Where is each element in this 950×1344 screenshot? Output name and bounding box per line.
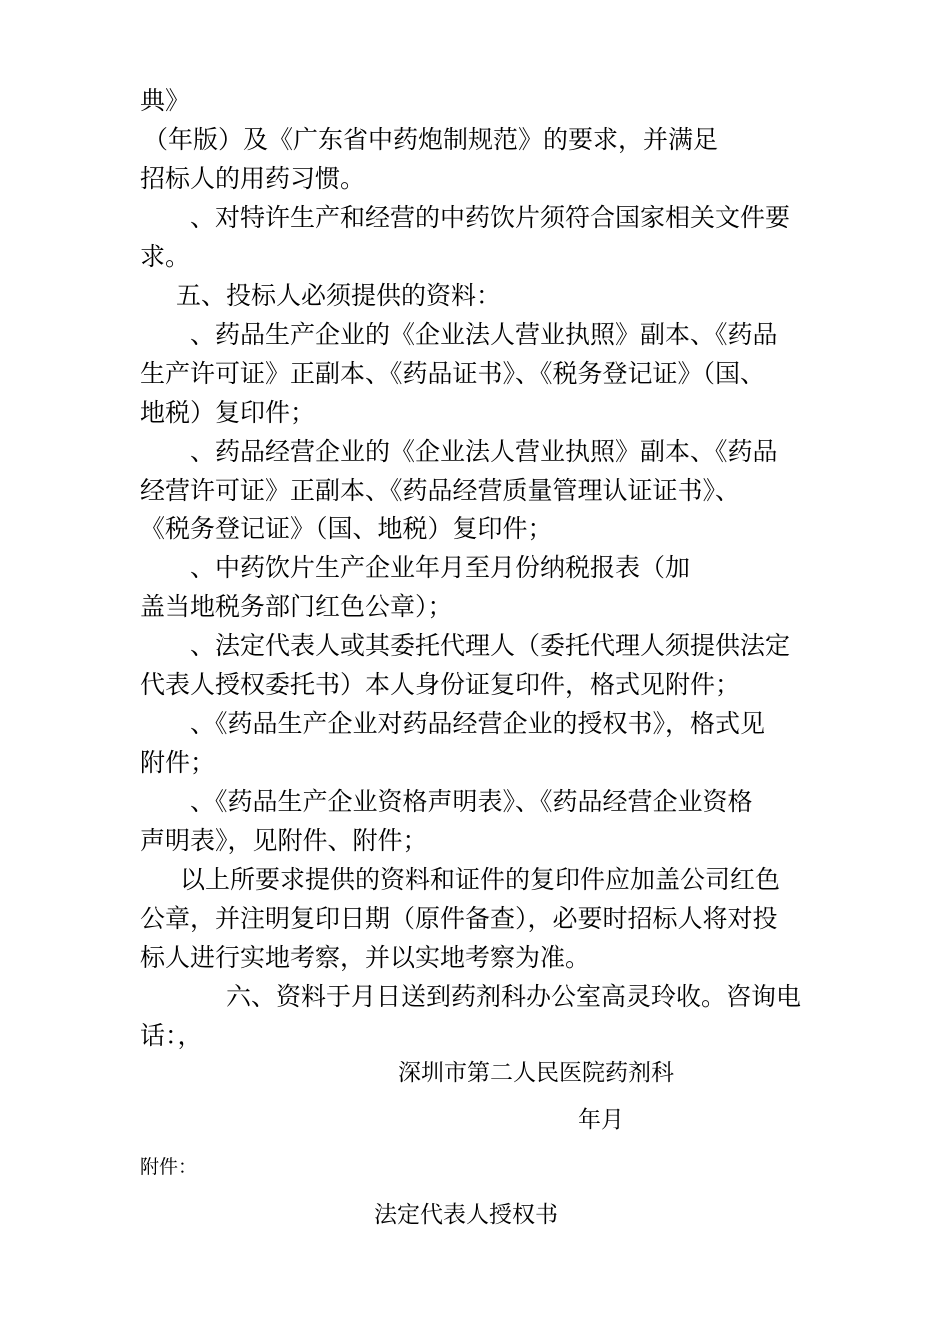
body-line: 代表人授权委托书）本人身份证复印件，格式见附件； xyxy=(140,670,741,699)
body-line: 、中药饮片生产企业年月至月份纳税报表（加 xyxy=(190,553,691,582)
body-line: （年版）及《广东省中药炮制规范》的要求，并满足 xyxy=(143,125,719,154)
body-line: 招标人的用药习惯。 xyxy=(140,164,366,193)
body-line: 盖当地税务部门红色公章）； xyxy=(140,592,453,621)
body-line: 、法定代表人或其委托代理人（委托代理人须提供法定 xyxy=(190,631,791,660)
body-line: 生产许可证》正副本、《药品证书》、《税务登记证》（国、 xyxy=(140,359,766,388)
body-line: 声明表》，见附件、附件； xyxy=(140,826,428,855)
body-line: 、《药品生产企业资格声明表》、《药品经营企业资格 xyxy=(190,787,753,816)
body-line: 《税务登记证》（国、地税）复印件； xyxy=(140,514,553,543)
body-line: 话：， xyxy=(140,1021,203,1050)
attachment-title: 法定代表人授权书 xyxy=(374,1202,558,1228)
attachment-label: 附件： xyxy=(140,1156,198,1178)
body-line: 地税）复印件； xyxy=(140,398,316,427)
body-line: 公章，并注明复印日期（原件备查），必要时招标人将对投 xyxy=(140,904,778,933)
body-line: 附件； xyxy=(140,748,216,777)
signature-organization: 深圳市第二人民医院药剂科 xyxy=(398,1060,674,1086)
body-line: 、药品经营企业的《企业法人营业执照》副本、《药品 xyxy=(190,437,778,466)
body-line: 求。 xyxy=(140,242,191,271)
body-line: 、对特许生产和经营的中药饮片须符合国家相关文件要 xyxy=(190,203,791,232)
body-line: 经营许可证》正副本、《药品经营质量管理认证证书》、 xyxy=(140,476,741,505)
section-heading-five: 五、投标人必须提供的资料： xyxy=(176,281,502,310)
body-line: 、《药品生产企业对药品经营企业的授权书》，格式见 xyxy=(190,709,766,738)
section-heading-six: 六、资料于月日送到药剂科办公室高灵玲收。咨询电 xyxy=(226,982,802,1011)
body-line: 以上所要求提供的资料和证件的复印件应加盖公司红色 xyxy=(180,865,781,894)
body-line: 、药品生产企业的《企业法人营业执照》副本、《药品 xyxy=(190,320,778,349)
body-line: 典》 xyxy=(140,86,191,115)
signature-date: 年月 xyxy=(578,1107,624,1133)
body-line: 标人进行实地考察，并以实地考察为准。 xyxy=(140,943,591,972)
